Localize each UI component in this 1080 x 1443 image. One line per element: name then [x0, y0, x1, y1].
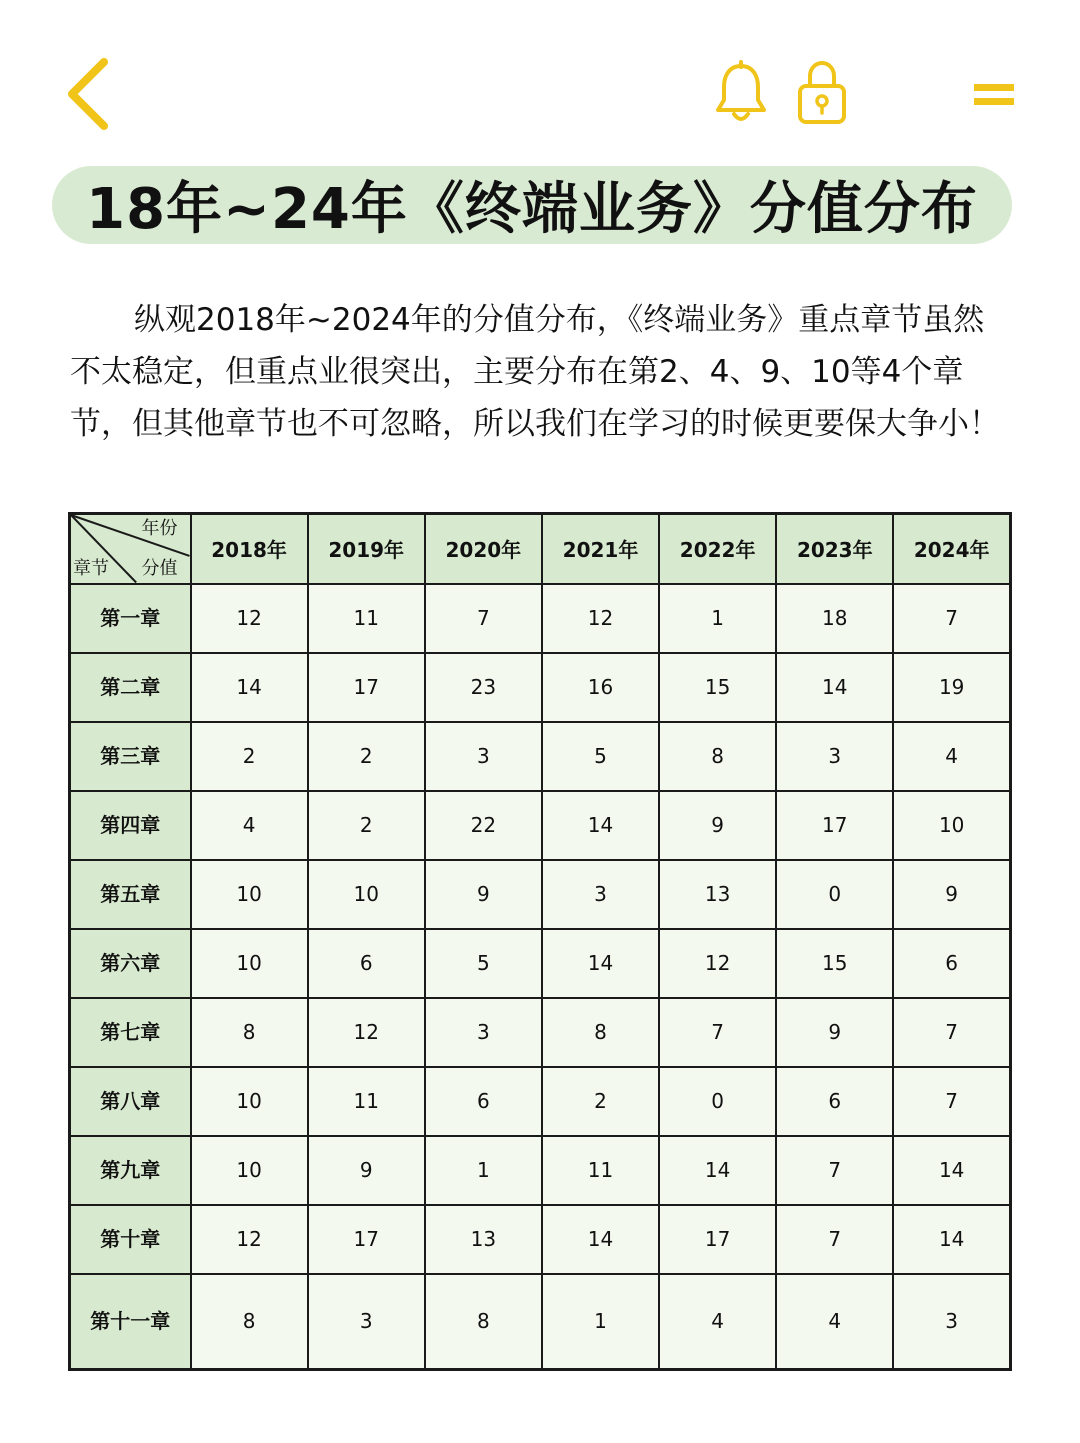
score-cell: 1 — [542, 1274, 659, 1370]
score-cell: 14 — [542, 791, 659, 860]
menu-icon[interactable] — [972, 82, 1016, 108]
score-cell: 5 — [542, 722, 659, 791]
score-cell: 5 — [425, 929, 542, 998]
score-cell: 12 — [308, 998, 425, 1067]
table-header-row — [70, 514, 1011, 584]
score-cell: 12 — [191, 584, 308, 653]
table-row — [70, 1136, 1011, 1205]
table-row — [70, 584, 1011, 653]
score-cell: 13 — [425, 1205, 542, 1274]
score-cell: 3 — [542, 860, 659, 929]
year-header: 2023年 — [776, 514, 893, 584]
score-cell: 15 — [659, 653, 776, 722]
score-cell: 1 — [659, 584, 776, 653]
score-cell: 11 — [542, 1136, 659, 1205]
year-header: 2022年 — [659, 514, 776, 584]
score-cell: 3 — [425, 998, 542, 1067]
score-cell: 9 — [308, 1136, 425, 1205]
corner-label-year: 年份 — [141, 518, 178, 539]
score-cell: 10 — [191, 929, 308, 998]
score-cell: 11 — [308, 1067, 425, 1136]
score-cell: 12 — [659, 929, 776, 998]
chapter-cell: 第三章 — [70, 722, 191, 791]
intro-paragraph: 纵观2018年~2024年的分值分布，《终端业务》重点章节虽然不太稳定，但重点业很突出，主要分布在第2、4、9、10等4个章节，但其他章节也不可忽略，所以我们在学习的时候更要保大争小！ — [70, 302, 1000, 442]
score-cell: 8 — [191, 1274, 308, 1370]
table-row — [70, 722, 1011, 791]
score-cell: 7 — [893, 584, 1010, 653]
score-cell: 7 — [893, 998, 1010, 1067]
score-table — [68, 512, 1012, 1371]
table-row — [70, 929, 1011, 998]
year-header: 2018年 — [191, 514, 308, 584]
score-cell: 2 — [308, 722, 425, 791]
score-cell: 6 — [308, 929, 425, 998]
score-cell: 17 — [308, 653, 425, 722]
chapter-cell: 第十一章 — [70, 1274, 191, 1370]
title-banner — [52, 166, 1012, 244]
score-cell: 12 — [542, 584, 659, 653]
score-cell: 14 — [191, 653, 308, 722]
score-cell: 4 — [893, 722, 1010, 791]
score-cell: 8 — [542, 998, 659, 1067]
chapter-cell: 第四章 — [70, 791, 191, 860]
score-cell: 14 — [893, 1205, 1010, 1274]
score-cell: 17 — [308, 1205, 425, 1274]
score-cell: 10 — [191, 860, 308, 929]
table-row — [70, 1205, 1011, 1274]
score-cell: 9 — [659, 791, 776, 860]
score-cell: 6 — [893, 929, 1010, 998]
table-row — [70, 860, 1011, 929]
score-cell: 0 — [659, 1067, 776, 1136]
chapter-cell: 第八章 — [70, 1067, 191, 1136]
score-cell: 13 — [659, 860, 776, 929]
score-cell: 14 — [659, 1136, 776, 1205]
corner-label-chapter: 章节 — [73, 557, 109, 579]
score-cell: 1 — [425, 1136, 542, 1205]
score-cell: 7 — [776, 1136, 893, 1205]
score-cell: 2 — [308, 791, 425, 860]
corner-label-score: 分值 — [141, 557, 178, 579]
score-cell: 3 — [425, 722, 542, 791]
score-cell: 8 — [191, 998, 308, 1067]
score-cell: 15 — [776, 929, 893, 998]
chapter-cell: 第一章 — [70, 584, 191, 653]
score-cell: 11 — [308, 584, 425, 653]
score-cell: 18 — [776, 584, 893, 653]
chapter-cell: 第九章 — [70, 1136, 191, 1205]
score-cell: 3 — [893, 1274, 1010, 1370]
bell-icon[interactable] — [712, 60, 770, 126]
chapter-cell: 第十章 — [70, 1205, 191, 1274]
score-cell: 14 — [542, 929, 659, 998]
score-cell: 4 — [191, 791, 308, 860]
score-cell: 19 — [893, 653, 1010, 722]
score-cell: 9 — [425, 860, 542, 929]
score-cell: 4 — [659, 1274, 776, 1370]
score-cell: 9 — [893, 860, 1010, 929]
score-cell: 22 — [425, 791, 542, 860]
score-cell: 2 — [542, 1067, 659, 1136]
table-body — [70, 584, 1011, 1370]
year-header: 2019年 — [308, 514, 425, 584]
score-cell: 6 — [425, 1067, 542, 1136]
score-cell: 16 — [542, 653, 659, 722]
score-cell: 3 — [308, 1274, 425, 1370]
table-row — [70, 791, 1011, 860]
chevron-left-icon[interactable] — [62, 54, 114, 134]
score-cell: 8 — [659, 722, 776, 791]
score-cell: 7 — [425, 584, 542, 653]
table-corner-cell — [70, 514, 191, 584]
score-cell: 6 — [776, 1067, 893, 1136]
score-cell: 10 — [308, 860, 425, 929]
score-cell: 17 — [659, 1205, 776, 1274]
score-cell: 4 — [776, 1274, 893, 1370]
year-header: 2021年 — [542, 514, 659, 584]
score-cell: 12 — [191, 1205, 308, 1274]
score-cell: 17 — [776, 791, 893, 860]
table-row — [70, 1067, 1011, 1136]
score-cell: 7 — [893, 1067, 1010, 1136]
score-cell: 8 — [425, 1274, 542, 1370]
score-cell: 10 — [191, 1136, 308, 1205]
score-cell: 14 — [893, 1136, 1010, 1205]
page-title: 18年~24年《终端业务》分值分布 — [86, 177, 978, 242]
year-header: 2020年 — [425, 514, 542, 584]
score-cell: 23 — [425, 653, 542, 722]
score-cell: 2 — [191, 722, 308, 791]
score-cell: 10 — [893, 791, 1010, 860]
table-row — [70, 653, 1011, 722]
lock-icon[interactable] — [796, 58, 848, 126]
score-cell: 14 — [542, 1205, 659, 1274]
score-cell: 0 — [776, 860, 893, 929]
chapter-cell: 第七章 — [70, 998, 191, 1067]
score-cell: 7 — [776, 1205, 893, 1274]
year-header: 2024年 — [893, 514, 1010, 584]
score-cell: 7 — [659, 998, 776, 1067]
chapter-cell: 第二章 — [70, 653, 191, 722]
chapter-cell: 第五章 — [70, 860, 191, 929]
table-row — [70, 998, 1011, 1067]
score-cell: 9 — [776, 998, 893, 1067]
score-cell: 14 — [776, 653, 893, 722]
chapter-cell: 第六章 — [70, 929, 191, 998]
score-cell: 3 — [776, 722, 893, 791]
score-cell: 10 — [191, 1067, 308, 1136]
table-row — [70, 1274, 1011, 1370]
